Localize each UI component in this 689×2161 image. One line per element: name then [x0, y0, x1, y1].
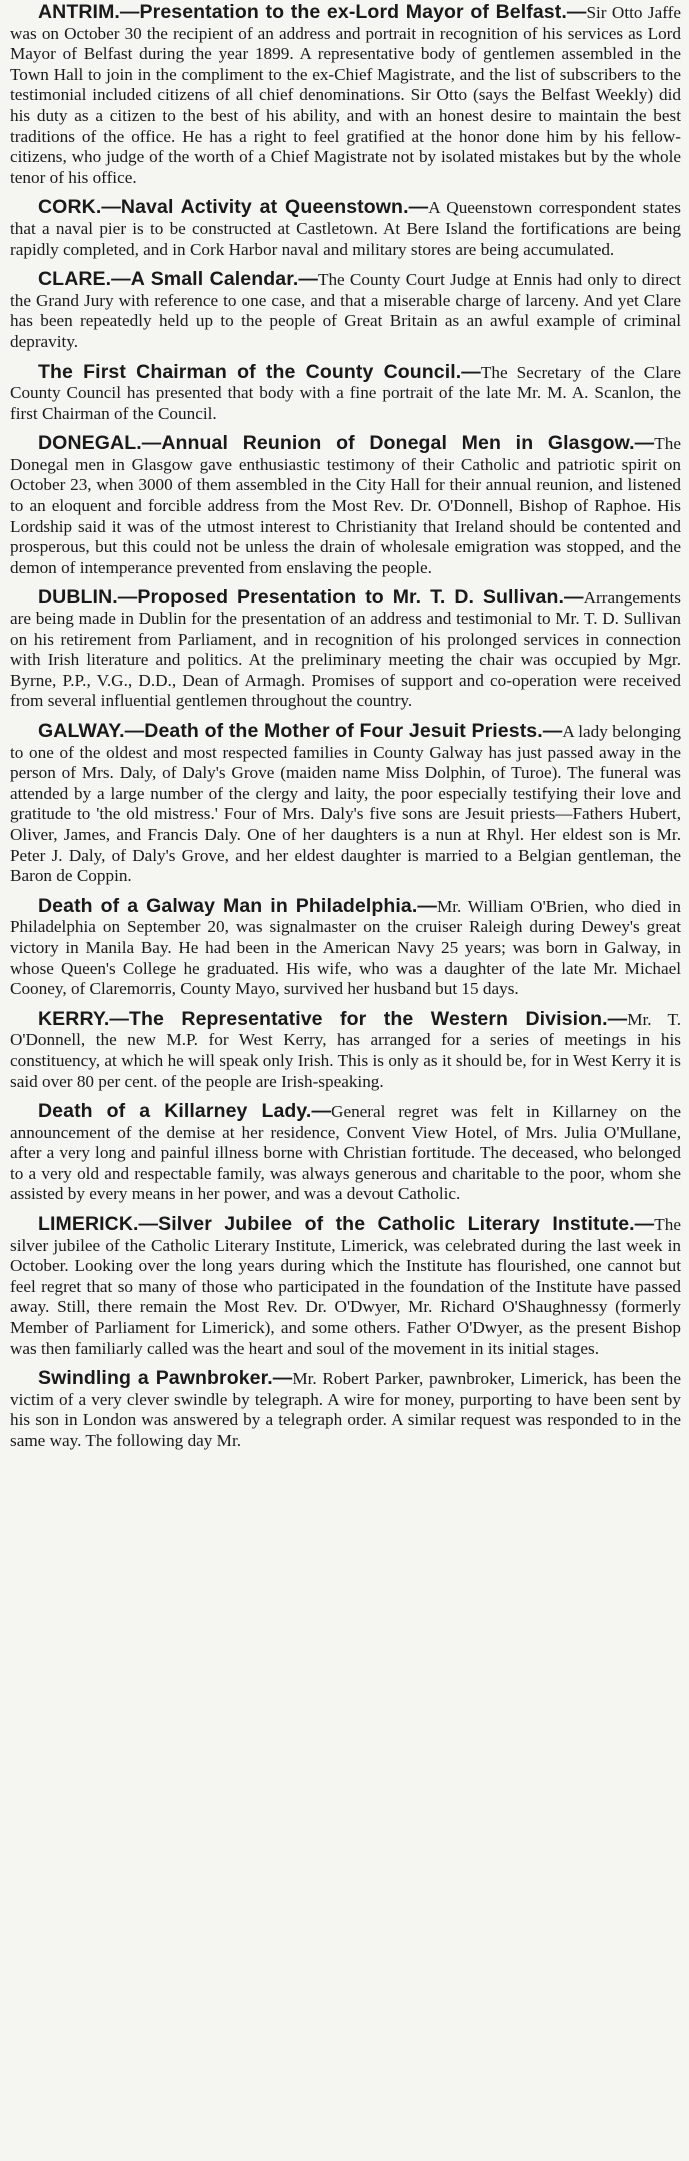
- article-body: The Secretary of the Clare County Council has presented that body with a fine portrait of the late Mr. M. A. Scanlon, the first Chairman of the Council.: [10, 362, 681, 423]
- article-cork: [10, 197, 681, 260]
- article-kerry: [10, 1009, 681, 1092]
- article-headline: CLARE.—A Small Calendar.—: [38, 268, 318, 291]
- article-headline: DUBLIN.—Proposed Presentation to Mr. T. D. Sullivan.—: [38, 586, 584, 609]
- article-pawnbroker: [10, 1368, 681, 1451]
- article-headline: Death of a Killarney Lady.—: [38, 1100, 332, 1123]
- article-body: Mr. William O'Brien, who died in Philadelphia on September 20, was signalmaster on the cruiser Raleigh during Dewey's great victory in Manila Bay. He had been in the American Navy 25 years; was born in Galway, in whose Queen's College he graduated. His wife, who was a daughter of the late Mr. Michael Cooney, of Claremorris, County Mayo, survived her husband but 15 days.: [10, 896, 681, 999]
- article-headline: CORK.—Naval Activity at Queenstown.—: [38, 196, 429, 219]
- article-body: Arrangements are being made in Dublin for the presentation of an address and testimonial to Mr. T. D. Sullivan on his retirement from Parliament, and in recognition of his prolonged services in connection with Irish literature and politics. At the preliminary meeting the chair was occupied by Mgr. Byrne, P.P., V.G., D.D., Dean of Armagh. Promises of support and co-operation were received from several influential gentlemen throughout the country.: [10, 588, 681, 711]
- article-body: The Donegal men in Glasgow gave enthusiastic testimony of their Catholic and patriotic spirit on October 23, when 3000 of them assembled in the City Hall for their annual reunion, and listened to an eloquent and forcible address from the Most Rev. Dr. O'Donnell, Bishop of Raphoe. His Lordship said it was of the utmost interest to Christianity that Ireland should be contented and prosperous, but this could not be unless the drain of wholesale emigration was stopped, and the demon of intemperance prevented from enslaving the people.: [10, 434, 681, 577]
- article-headline: Death of a Galway Man in Philadelphia.—: [38, 894, 437, 917]
- article-headline: GALWAY.—Death of the Mother of Four Jesuit Priests.—: [38, 720, 563, 742]
- article-body: The County Court Judge at Ennis had only to direct the Grand Jury with reference to one case, and that a miserable charge of larceny. And yet Clare has been repeatedly held up to the people of Great Britain as an awful example of criminal depravity.: [10, 270, 681, 351]
- article-headline: LIMERICK.—Silver Jubilee of the Catholic Literary Institute.—: [38, 1213, 655, 1236]
- article-body: A Queenstown correspondent states that a naval pier is to be constructed at Castletown. At Bere Island the fortifications are being rapidly completed, and in Cork Harbor naval and military stores are being accumulated.: [10, 198, 681, 259]
- article-donegal: [10, 433, 681, 578]
- article-body: Mr. T. O'Donnell, the new M.P. for West Kerry, has arranged for a series of meetings in his constituency, at which he will speak only Irish. This is only as it should be, for in West Kerry it is said over 80 per cent. of the people are Irish-speaking.: [10, 1009, 682, 1091]
- article-clare-county-council: [10, 362, 681, 425]
- article-body: Sir Otto Jaffe was on October 30 the recipient of an address and portrait in recognition of his services as Lord Mayor of Belfast during the year 1899. A representative body of gentlemen assembled in the Town Hall to join in the compliment to the ex-Chief Magistrate, and the list of subscribers to the testimonial included citizens of all chief denominations. Sir Otto (says the Belfast Weekly) did his duty as a citizen to the best of his ability, and with an honest desire to maintain the best traditions of the office. He has a right to feel gratified at the honor done him by his fellow-citizens, who judge of the worth of a Chief Magistrate not by isolated mistakes but by the whole tenor of his office.: [10, 3, 681, 187]
- article-limerick: [10, 1214, 681, 1359]
- article-body: A lady belonging to one of the oldest and most respected families in County Galway has just passed away in the person of Mrs. Daly, of Daly's Grove (maiden name Miss Dolphin, of Turoe). The funeral was attended by a large number of the clergy and laity, the poor especially testifying their love and gratitude to 'the old mistress.' Four of Mrs. Daly's five sons are Jesuit priests—Fathers Hubert, Oliver, James, and Francis Daly. One of her daughters is a nun at Rhyl. Her eldest son is Mr. Peter J. Daly, of Daly's Grove, and her eldest daughter is married to a Belgian gentleman, the Baron de Coppin.: [10, 722, 682, 886]
- article-antrim: [10, 2, 681, 188]
- article-galway-philadelphia: [10, 896, 681, 1000]
- article-headline: ANTRIM.—Presentation to the ex-Lord Mayor of Belfast.—: [38, 1, 587, 23]
- article-galway: [10, 721, 681, 887]
- article-killarney: [10, 1101, 681, 1205]
- article-body: Mr. Robert Parker, pawnbroker, Limerick, has been the victim of a very clever swindle by telegraph. A wire for money, purporting to have been sent by his son in London was answered by a telegraph order. A similar request was responded to in the same way. The following day Mr.: [10, 1369, 682, 1450]
- article-body: The silver jubilee of the Catholic Literary Institute, Limerick, was celebrated during the last week in October. Looking over the long years during which the Institute has flourished, one cannot but feel regret that so many of those who participated in the foundation of the Institute have passed away. Still, there remain the Most Rev. Dr. O'Dwyer, Mr. Richard O'Shaughnessy (formerly Member of Parliament for Limerick), and some others. Father O'Dwyer, as the present Bishop was then familiarly called was the heart and soul of the movement in its initial stages.: [10, 1215, 681, 1358]
- article-headline: The First Chairman of the County Council.—: [38, 360, 481, 383]
- article-clare: [10, 269, 681, 352]
- article-dublin: [10, 587, 681, 712]
- article-headline: Swindling a Pawnbroker.—: [38, 1367, 293, 1390]
- article-headline: DONEGAL.—Annual Reunion of Donegal Men in Glasgow.—: [38, 432, 655, 455]
- article-body: General regret was felt in Killarney on the announcement of the demise at her residence, Convent View Hotel, of Mrs. Julia O'Mullane, after a very long and painful illness borne with Christian fortitude. The deceased, who belonged to a very old and respectable family, was always generous and charitable to the poor, whom she assisted by every means in her power, and was a devout Catholic.: [10, 1102, 681, 1204]
- article-headline: KERRY.—The Representative for the Western Division.—: [38, 1007, 628, 1030]
